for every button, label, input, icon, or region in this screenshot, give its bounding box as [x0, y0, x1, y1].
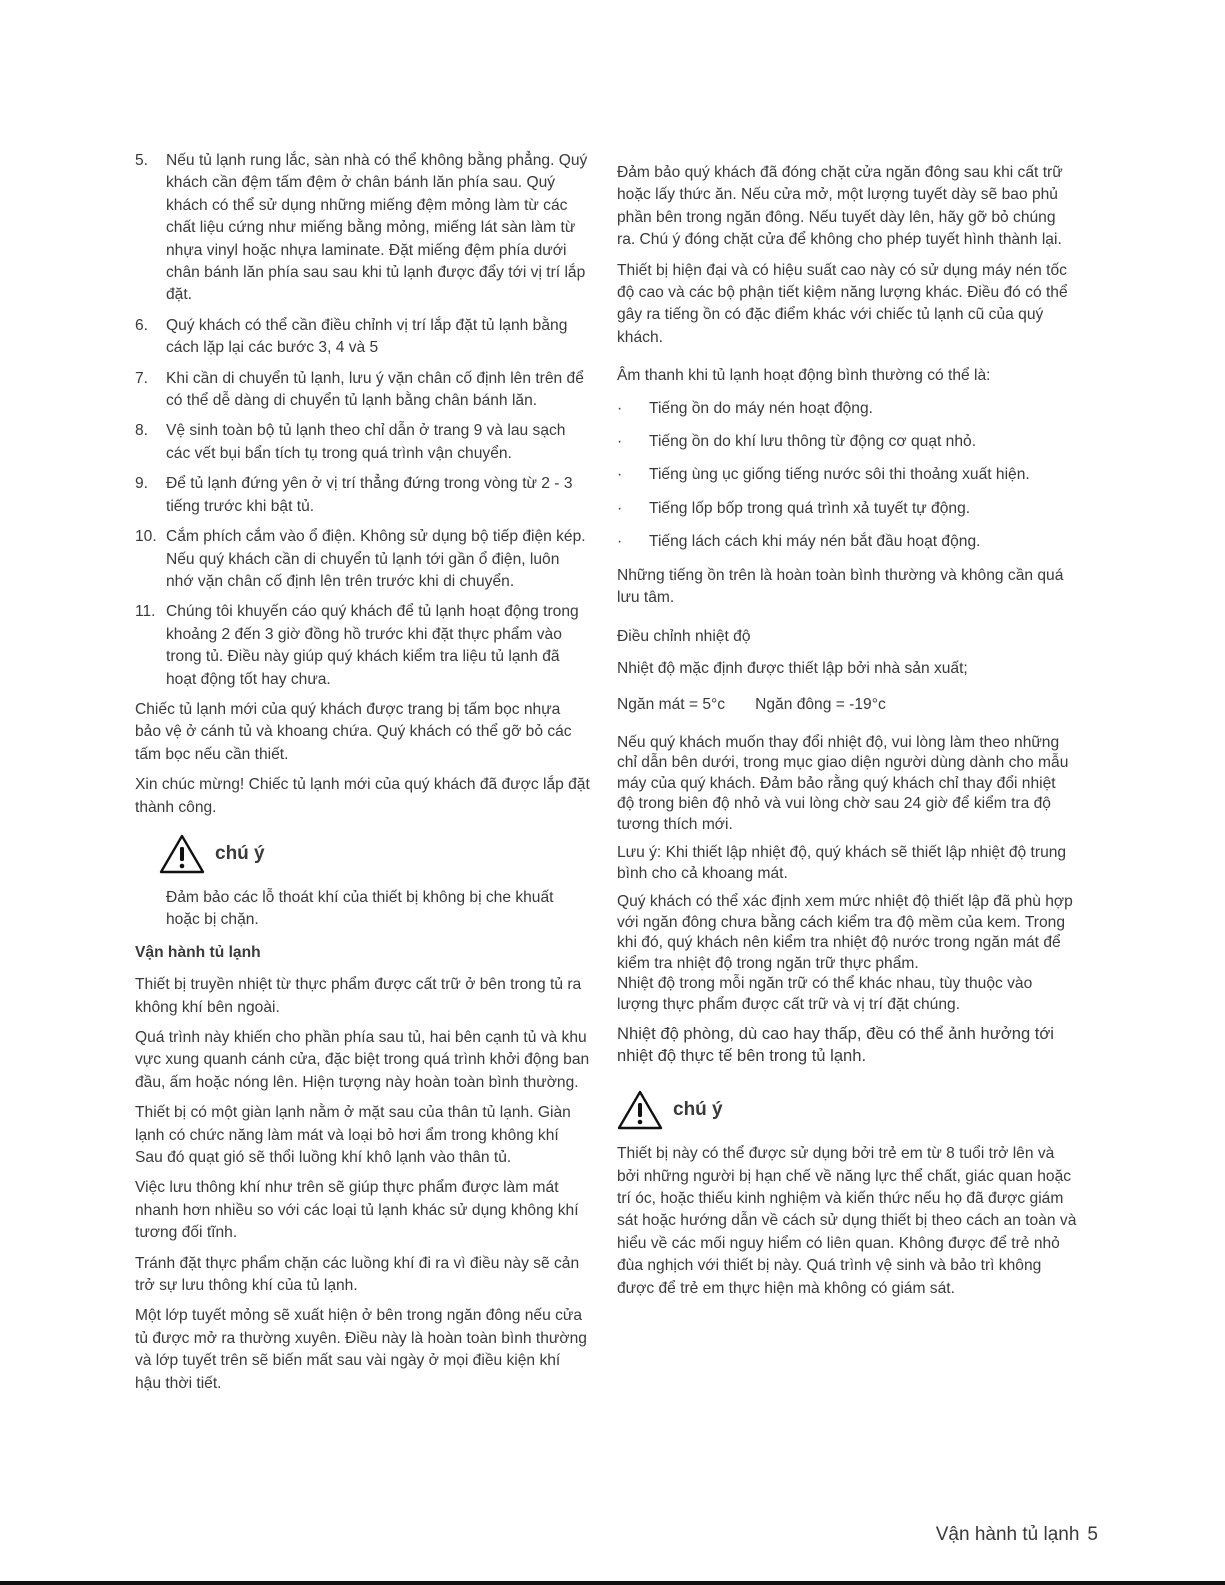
paragraph-check: Quý khách có thể xác định xem mức nhiệt độ thiết lập đã phù hợp với ngăn đông chưa bằng cách kiểm tra độ mềm của kem. Trong khi đó, quý khách nên kiểm tra nhiệt độ nước trong ngăn mát để kiểm tra nhiệt độ trong ngăn trữ thực phẩm.	[617, 893, 1073, 972]
bottom-rule	[0, 1581, 1225, 1585]
caution-text: Đảm bảo các lỗ thoát khí của thiết bị không bị che khuất hoặc bị chặn.	[166, 888, 554, 929]
step-item	[135, 150, 590, 307]
paragraph: Việc lưu thông khí như trên sẽ giúp thực phẩm được làm mát nhanh hơn nhiều so với các loại tủ lạnh khác sử dụng không khí tương đối tĩnh.	[135, 1179, 579, 1242]
paragraph-note: Lưu ý: Khi thiết lập nhiệt độ, quý khách sẽ thiết lập nhiệt độ trung bình cho cả khoang mát.	[617, 844, 1067, 882]
step-item	[135, 526, 590, 593]
paragraph: Thiết bị truyền nhiệt từ thực phẩm được cất trữ ở bên trong tủ ra không khí bên ngoài.	[135, 976, 582, 1016]
caution-block	[159, 833, 590, 875]
section-heading: Vận hành tủ lạnh	[135, 943, 261, 961]
bullet-icon: ·	[617, 399, 623, 417]
bullet-icon: ·	[617, 533, 623, 551]
caution-block	[617, 1089, 1077, 1131]
step-number: 6.	[135, 316, 149, 334]
section-heading: Điều chỉnh nhiệt độ	[617, 627, 751, 645]
paragraph-protective-wrap: Chiếc tủ lạnh mới của quý khách được trang bị tấm bọc nhựa bảo vệ ở cánh tủ và khoang chứa. Quý khách có thể gỡ bỏ các tấm bọc nếu cần thiết.	[135, 700, 572, 763]
step-number: 10.	[135, 528, 157, 546]
right-column	[617, 162, 1077, 1308]
paragraph: Thiết bị có một giàn lạnh nằm ở mặt sau của thân tủ lạnh. Giàn lạnh có chức năng làm mát và loại bỏ hơi ẩm trong không khí Sau đó quạt gió sẽ thổi luồng khí khô lạnh vào thân tủ.	[135, 1104, 571, 1167]
step-text: Chúng tôi khuyến cáo quý khách để tủ lạnh hoạt động trong khoảng 2 đến 3 giờ đồng hồ trước khi đặt thực phẩm vào trong tủ. Điều này giúp quý khách kiểm tra liệu tủ lạnh đã hoạt động tốt hay chưa.	[166, 603, 579, 688]
step-text: Khi cần di chuyển tủ lạnh, lưu ý vặn chân cố định lên trên để có thể dễ dàng di chuyển tủ lạnh bằng chân bánh lăn.	[166, 369, 584, 410]
caution-title: chú ý	[673, 1099, 723, 1121]
list-item-text: Tiếng ồn do máy nén hoạt động.	[649, 399, 873, 417]
step-text: Nếu tủ lạnh rung lắc, sàn nhà có thể không bằng phẳng. Quý khách cần đệm tấm đệm ở chân bánh lăn phía sau. Quý khách có thể sử dụng những miếng đệm mỏng làm từ các chất liệu cứng như miếng bằng mỏng, miếng lát sàn làm từ nhựa vinyl hoặc nhựa laminate. Đặt miếng đệm phía dưới chân bánh lăn phía sau sau khi tủ lạnh được đẩy tới vị trí lắp đặt.	[166, 152, 588, 304]
paragraph-freezer-door: Đảm bảo quý khách đã đóng chặt cửa ngăn đông sau khi cất trữ hoặc lấy thức ăn. Nếu cửa mở, một lượng tuyết dày sẽ bao phủ phần bên trong ngăn đông. Nếu tuyết dày lên, hãy gỡ bỏ chúng ra. Chú ý đóng chặt cửa để không cho phép tuyết hình thành lại.	[617, 164, 1063, 249]
step-text: Quý khách có thể cần điều chỉnh vị trí lắp đặt tủ lạnh bằng cách lặp lại các bước 3, 4 và 5	[166, 316, 568, 357]
paragraph-temp-default: Nhiệt độ mặc định được thiết lập bởi nhà sản xuất;	[617, 659, 968, 677]
step-number: 7.	[135, 369, 149, 387]
list-item-text: Tiếng lách cách khi máy nén bắt đầu hoạt động.	[649, 533, 981, 551]
warning-triangle-icon	[617, 1089, 663, 1131]
step-text: Cắm phích cắm vào ổ điện. Không sử dụng bộ tiếp điện kép. Nếu quý khách cần di chuyển tủ lạnh tới gần ổ điện, luôn nhớ vặn chân cố định lên trên trước khi di chuyển.	[166, 528, 586, 590]
step-item	[135, 368, 590, 413]
step-text: Để tủ lạnh đứng yên ở vị trí thẳng đứng trong vòng từ 2 - 3 tiếng trước khi bật tủ.	[166, 475, 573, 515]
list-item-text: Tiếng ùng ục giống tiếng nước sôi thi thoảng xuất hiện.	[649, 466, 1030, 484]
paragraph-modern: Thiết bị hiện đại và có hiệu suất cao này có sử dụng máy nén tốc độ cao và các bộ phận tiết kiệm năng lượng khác. Điều đó có thể gây ra tiếng ồn có đặc điểm khác với chiếc tủ lạnh cũ của quý khách.	[617, 261, 1068, 346]
list-item	[617, 431, 1077, 453]
caution-title: chú ý	[215, 842, 265, 864]
sounds-intro: Âm thanh khi tủ lạnh hoạt động bình thường có thể là:	[617, 367, 991, 385]
footer-section-title: Vận hành tủ lạnh	[935, 1524, 1080, 1545]
paragraph-change: Nếu quý khách muốn thay đổi nhiệt độ, vui lòng làm theo những chỉ dẫn bên dưới, trong mục giao diện người dùng dành cho mẫu máy của quý khách. Đảm bảo rằng quý khách chỉ thay đổi nhiệt độ trong biên độ nhỏ và vui lòng chờ sau 24 giờ để kiểm tra độ tương thích mới.	[617, 733, 1069, 833]
default-temperatures	[617, 694, 1077, 716]
paragraph-congrats: Xin chúc mừng! Chiếc tủ lạnh mới của quý khách đã được lắp đặt thành công.	[135, 776, 590, 816]
paragraph-room: Nhiệt độ phòng, dù cao hay thấp, đều có thể ảnh hưởng tới nhiệt độ thực tế bên trong tủ lạnh.	[617, 1024, 1054, 1066]
caution-text: Thiết bị này có thể được sử dụng bởi trẻ em từ 8 tuổi trở lên và bởi những người bị hạn chế về năng lực thể chất, giác quan hoặc trí óc, hoặc thiếu kinh nghiệm và kiến thức nếu họ đã được giám sát hoặc hướng dẫn về cách sử dụng thiết bị theo cách an toàn và hiểu về các mối nguy hiểm có liên quan. Không được để trẻ nhỏ đùa nghịch với thiết bị này. Quá trình vệ sinh và bảo trì không được để trẻ em thực hiện mà không có giám sát.	[617, 1145, 1077, 1297]
freezer-temperature: Ngăn đông = -19°c	[755, 696, 886, 714]
sounds-outro: Những tiếng ồn trên là hoàn toàn bình thường và không cần quá lưu tâm.	[617, 566, 1064, 607]
list-item	[617, 498, 1077, 520]
paragraph: Tránh đặt thực phẩm chặn các luồng khí đi ra vì điều này sẽ cản trở sự lưu thông khí của tủ lạnh.	[135, 1254, 580, 1295]
list-item-text: Tiếng ồn do khí lưu thông từ động cơ quạt nhỏ.	[649, 433, 977, 451]
list-item	[617, 398, 1077, 420]
step-item	[135, 601, 590, 691]
step-number: 5.	[135, 152, 149, 169]
step-text: Vệ sinh toàn bộ tủ lạnh theo chỉ dẫn ở trang 9 và lau sạch các vết bụi bẩn tích tụ trong quá trình vận chuyển.	[166, 422, 566, 462]
fridge-temperature: Ngăn mát = 5°c	[617, 696, 726, 714]
bullet-icon: ·	[617, 433, 623, 451]
page-footer	[936, 1524, 1098, 1546]
page-number: 5	[1087, 1524, 1098, 1545]
list-item	[617, 531, 1077, 553]
bullet-icon: ·	[617, 499, 623, 517]
paragraph-vary: Nhiệt độ trong mỗi ngăn trữ có thể khác nhau, tùy thuộc vào lượng thực phẩm được cất trữ và vị trí đặt chúng.	[617, 975, 1033, 1013]
list-item-text: Tiếng lốp bốp trong quá trình xả tuyết tự động.	[649, 499, 971, 517]
warning-triangle-icon	[159, 833, 205, 875]
list-item	[617, 464, 1077, 486]
step-item	[135, 315, 590, 360]
paragraph: Quá trình này khiến cho phần phía sau tủ, hai bên cạnh tủ và khu vực xung quanh cánh cửa, đặc biệt trong quá trình khởi động ban đầu, ấm hoặc nóng lên. Hiện tượng này hoàn toàn bình thường.	[135, 1029, 590, 1091]
step-number: 8.	[135, 422, 149, 440]
left-column	[135, 150, 590, 1403]
bullet-icon: ·	[617, 466, 623, 484]
step-number: 11.	[135, 603, 156, 621]
step-number: 9.	[135, 475, 149, 493]
step-item	[135, 420, 590, 465]
step-item	[135, 473, 590, 518]
paragraph: Một lớp tuyết mỏng sẽ xuất hiện ở bên trong ngăn đông nếu cửa tủ được mở ra thường xuyên. Điều này là hoàn toàn bình thường và lớp tuyết trên sẽ biến mất sau vài ngày ở mọi điều kiện khí hậu thời tiết.	[135, 1307, 587, 1392]
